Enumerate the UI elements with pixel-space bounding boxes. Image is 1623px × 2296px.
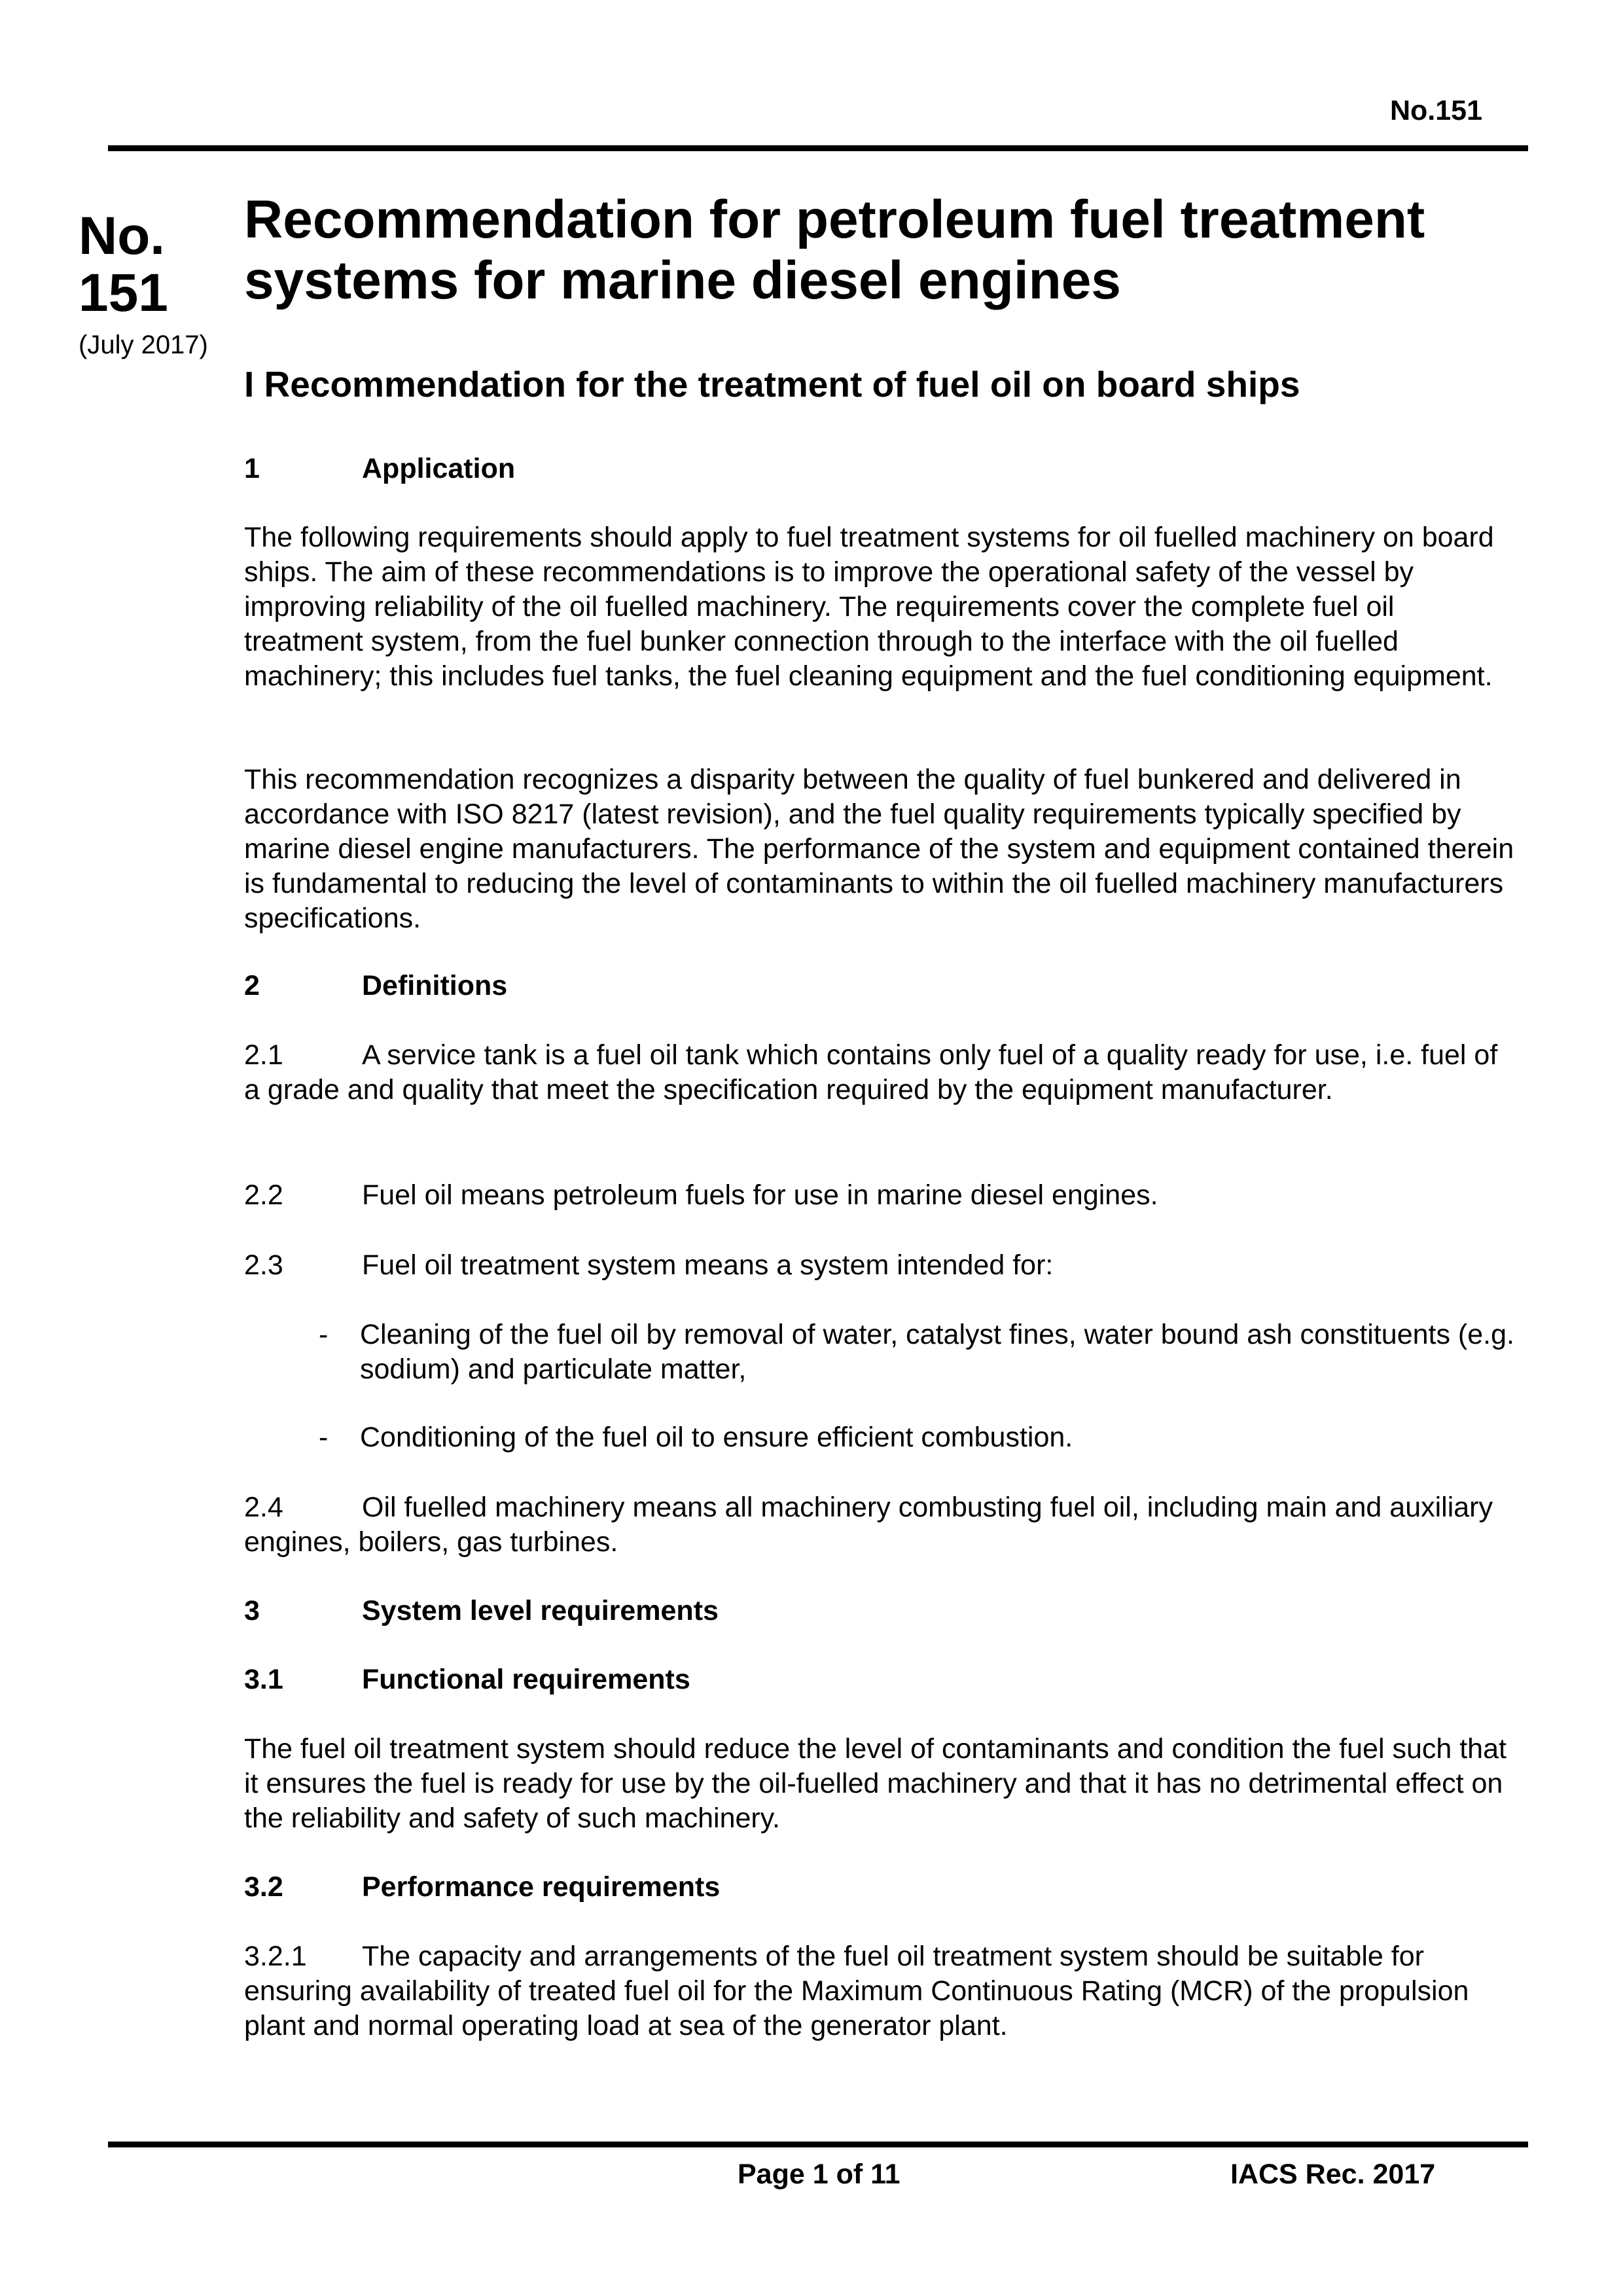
clause-text: Oil fuelled machinery means all machinery combusting fuel oil, including main and auxiliary engines, boilers, gas turbines. xyxy=(244,1492,1493,1558)
paragraph: The following requirements should apply to fuel treatment systems for oil fuelled machinery on board ships. The aim of these recommendations is to improve the operational safety of the vessel by improving reliability of the oil fuelled machinery. The requirements cover the complete fuel oil treatment system, from the fuel bunker connection through to the interface with the oil fuelled machinery; this includes fuel tanks, the fuel cleaning equipment and the fuel conditioning equipment. xyxy=(244,522,1494,692)
clause-number: 3.2.1 xyxy=(244,1941,307,1972)
section-title: Functional requirements xyxy=(362,1664,690,1695)
subsection-heading xyxy=(244,1662,1520,1697)
bullet-dash: - xyxy=(319,1319,329,1350)
footer-rule xyxy=(108,2142,1528,2147)
section-number: 2 xyxy=(244,970,260,1001)
section-title: Application xyxy=(362,453,516,484)
section-title: Performance requirements xyxy=(362,1871,721,1903)
section-title: Definitions xyxy=(362,970,508,1001)
section-title: System level requirements xyxy=(362,1595,719,1626)
section-heading xyxy=(244,1594,1520,1628)
clause-number: 2.3 xyxy=(244,1249,283,1281)
section-number: 1 xyxy=(244,453,260,484)
clause-number: 2.4 xyxy=(244,1492,283,1523)
bullet-text: Cleaning of the fuel oil by removal of water, catalyst fines, water bound ash constituents (e.g. sodium) and particulate matter, xyxy=(360,1319,1514,1385)
definition-paragraph xyxy=(244,1490,1520,1560)
clause-text: The capacity and arrangements of the fuel oil treatment system should be suitable for ensuring availability of treated fuel oil for the Maximum Continuous Rating (MCR) of the propulsion plant and normal operating load at sea of the generator plant. xyxy=(244,1941,1469,2041)
footer-rec-id: IACS Rec. 2017 xyxy=(1230,2159,1436,2190)
paragraph: This recommendation recognizes a disparity between the quality of fuel bunkered and delivered in accordance with ISO 8217 (latest revision), and the fuel quality requirements typically specified by marine diesel engine manufacturers. The performance of the system and equipment contained therein is fundamental to reducing the level of contaminants to within the oil fuelled machinery manufacturers specifications. xyxy=(244,764,1514,934)
section-heading xyxy=(244,969,1520,1003)
clause-text: Fuel oil means petroleum fuels for use in marine diesel engines. xyxy=(362,1179,1158,1211)
section-number: 3.2 xyxy=(244,1871,283,1903)
bullet-dash: - xyxy=(319,1422,329,1453)
footer-page-number: Page 1 of 11 xyxy=(738,2159,901,2190)
section-number: 3.1 xyxy=(244,1664,283,1695)
clause-text: Fuel oil treatment system means a system intended for: xyxy=(362,1249,1054,1281)
side-no-label: No. xyxy=(79,206,166,266)
subsection-heading xyxy=(244,1870,1520,1905)
document-title: Recommendation for petroleum fuel treatment systems for marine diesel engines xyxy=(244,190,1425,310)
definition-paragraph xyxy=(244,1038,1520,1107)
header-doc-number: No.151 xyxy=(1389,95,1482,126)
definition-paragraph xyxy=(244,1178,1520,1213)
side-number: 151 xyxy=(79,262,168,323)
side-date: (July 2017) xyxy=(79,331,208,359)
definition-paragraph xyxy=(244,1248,1520,1283)
clause-number: 2.2 xyxy=(244,1179,283,1211)
section-heading xyxy=(244,452,1520,486)
clause-paragraph xyxy=(244,1939,1520,2043)
paragraph: The fuel oil treatment system should reduce the level of contaminants and condition the fuel such that it ensures the fuel is ready for use by the oil-fuelled machinery and that it has no detrimental effect on the reliability and safety of such machinery. xyxy=(244,1733,1507,1834)
side-number-block xyxy=(79,208,168,322)
bullet-text: Conditioning of the fuel oil to ensure efficient combustion. xyxy=(360,1422,1073,1453)
header-rule xyxy=(108,145,1528,151)
clause-number: 2.1 xyxy=(244,1039,283,1071)
section-number: 3 xyxy=(244,1595,260,1626)
document-subtitle: I Recommendation for the treatment of fuel oil on board ships xyxy=(244,364,1300,404)
clause-text: A service tank is a fuel oil tank which contains only fuel of a quality ready for use, i.e. fuel of a grade and quality that meet the specification required by the equipment manufacturer. xyxy=(244,1039,1498,1105)
